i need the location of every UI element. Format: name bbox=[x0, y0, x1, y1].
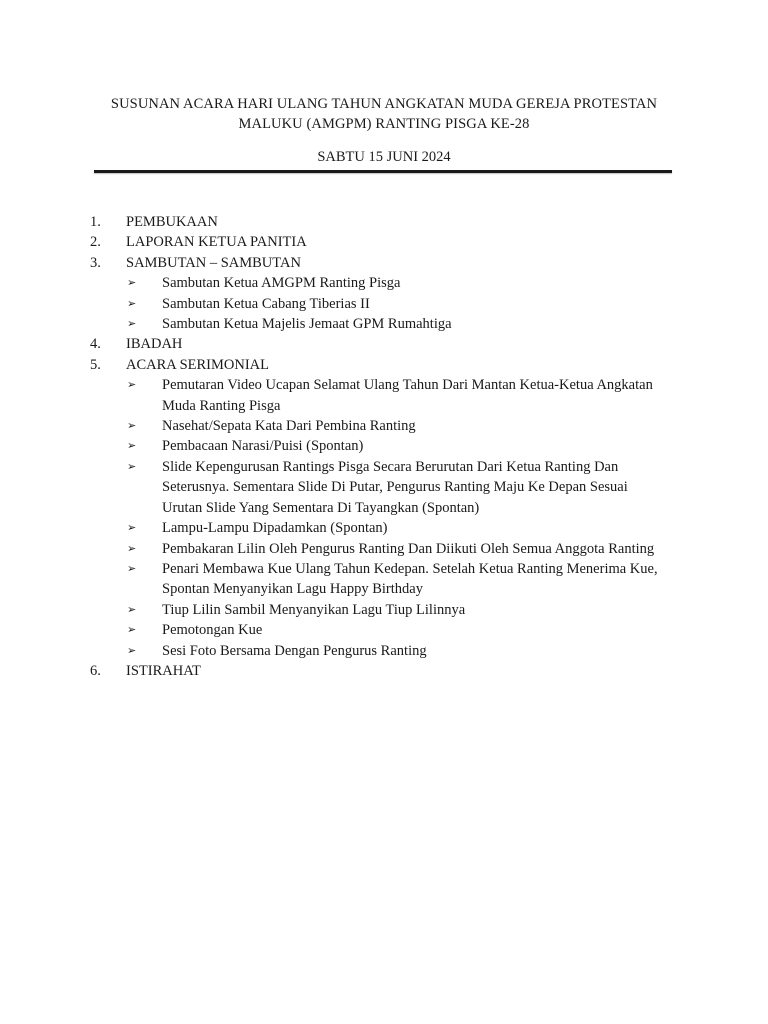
title-line-2: MALUKU (AMGPM) RANTING PISGA KE-28 bbox=[238, 116, 530, 132]
agenda-subitem bbox=[90, 620, 690, 640]
agenda-subitem-text: Sambutan Ketua AMGPM Ranting Pisga bbox=[162, 275, 401, 292]
agenda-item-label: ISTIRAHAT bbox=[126, 662, 201, 679]
agenda-subitem bbox=[90, 600, 690, 620]
document-title bbox=[90, 94, 678, 134]
agenda-sublist bbox=[90, 375, 690, 661]
arrowhead-bullet-icon: ➢ bbox=[127, 602, 137, 616]
arrowhead-bullet-icon: ➢ bbox=[127, 296, 137, 310]
arrowhead-bullet-icon: ➢ bbox=[127, 439, 137, 453]
agenda-item-label: ACARA SERIMONIAL bbox=[126, 356, 269, 373]
agenda-subitem bbox=[90, 641, 690, 661]
agenda-subitem-text: Muda Ranting Pisga bbox=[162, 397, 281, 414]
agenda-subitem-text: Pemutaran Video Ucapan Selamat Ulang Tahun Dari Mantan Ketua-Ketua Angkatan bbox=[162, 377, 653, 394]
agenda-subitem-text: Penari Membawa Kue Ulang Tahun Kedepan. Setelah Ketua Ranting Menerima Kue, bbox=[162, 560, 658, 577]
agenda-subitem-text: Slide Kepengurusan Rantings Pisga Secara Berurutan Dari Ketua Ranting Dan bbox=[162, 458, 619, 475]
arrowhead-bullet-icon: ➢ bbox=[127, 276, 137, 290]
agenda-item bbox=[90, 334, 690, 354]
agenda-item bbox=[90, 355, 690, 375]
agenda-item-number: 4. bbox=[90, 336, 101, 353]
agenda-subitem-text: Pembakaran Lilin Oleh Pengurus Ranting Dan Diikuti Oleh Semua Anggota Ranting bbox=[162, 540, 655, 557]
agenda-subitem bbox=[90, 294, 690, 314]
agenda-item-label: LAPORAN KETUA PANITIA bbox=[126, 234, 307, 251]
title-divider bbox=[94, 170, 672, 173]
agenda-subitem-text: Pembacaan Narasi/Puisi (Spontan) bbox=[162, 438, 364, 455]
event-date: SABTU 15 JUNI 2024 bbox=[317, 149, 451, 165]
agenda-item-number: 6. bbox=[90, 662, 101, 679]
agenda-subitem-text: Sambutan Ketua Cabang Tiberias II bbox=[162, 295, 370, 312]
arrowhead-bullet-icon: ➢ bbox=[127, 623, 137, 637]
arrowhead-bullet-icon: ➢ bbox=[127, 541, 137, 555]
agenda-item bbox=[90, 232, 690, 252]
arrowhead-bullet-icon: ➢ bbox=[127, 459, 137, 473]
agenda-subitem-text: Sesi Foto Bersama Dengan Pengurus Ranting bbox=[162, 642, 427, 659]
agenda-subitem-text: Tiup Lilin Sambil Menyanyikan Lagu Tiup Lilinnya bbox=[162, 601, 466, 618]
agenda-subitem bbox=[90, 457, 690, 518]
agenda-subitem bbox=[90, 273, 690, 293]
agenda-subitem bbox=[90, 436, 690, 456]
arrowhead-bullet-icon: ➢ bbox=[127, 643, 137, 657]
agenda-subitem-text: Pemotongan Kue bbox=[162, 622, 263, 639]
agenda-subitem-text: Seterusnya. Sementara Slide Di Putar, Pengurus Ranting Maju Ke Depan Sesuai bbox=[162, 479, 628, 496]
agenda-subitem bbox=[90, 518, 690, 538]
arrowhead-bullet-icon: ➢ bbox=[127, 521, 137, 535]
agenda-item bbox=[90, 661, 690, 681]
agenda-subitem-text: Spontan Menyanyikan Lagu Happy Birthday bbox=[162, 581, 423, 598]
agenda-subitem bbox=[90, 416, 690, 436]
agenda-subitem-text: Nasehat/Sepata Kata Dari Pembina Ranting bbox=[162, 418, 416, 435]
agenda-sublist bbox=[90, 273, 690, 334]
arrowhead-bullet-icon: ➢ bbox=[127, 378, 137, 392]
agenda-item-label: PEMBUKAAN bbox=[126, 214, 218, 230]
agenda-item-label: IBADAH bbox=[126, 336, 183, 353]
arrowhead-bullet-icon: ➢ bbox=[127, 561, 137, 575]
agenda-item-number: 3. bbox=[90, 254, 101, 271]
arrowhead-bullet-icon: ➢ bbox=[127, 419, 137, 433]
agenda-subitem-text: Lampu-Lampu Dipadamkan (Spontan) bbox=[162, 520, 388, 537]
title-line-1: SUSUNAN ACARA HARI ULANG TAHUN ANGKATAN MUDA GEREJA PROTESTAN bbox=[110, 96, 658, 112]
agenda-item bbox=[90, 212, 690, 232]
agenda-subitem bbox=[90, 539, 690, 559]
agenda-item-label: SAMBUTAN – SAMBUTAN bbox=[126, 254, 301, 271]
agenda-subitem bbox=[90, 314, 690, 334]
agenda-subitem bbox=[90, 375, 690, 416]
agenda-item-number: 1. bbox=[90, 214, 101, 230]
agenda-item-number: 2. bbox=[90, 234, 101, 251]
agenda-subitem bbox=[90, 559, 690, 600]
agenda-subitem-text: Urutan Slide Yang Sementara Di Tayangkan (Spontan) bbox=[162, 499, 480, 516]
agenda-subitem-text: Sambutan Ketua Majelis Jemaat GPM Rumahtiga bbox=[162, 316, 452, 333]
arrowhead-bullet-icon: ➢ bbox=[127, 317, 137, 331]
agenda-item-number: 5. bbox=[90, 356, 101, 373]
agenda-list bbox=[90, 212, 690, 681]
agenda-item bbox=[90, 253, 690, 273]
